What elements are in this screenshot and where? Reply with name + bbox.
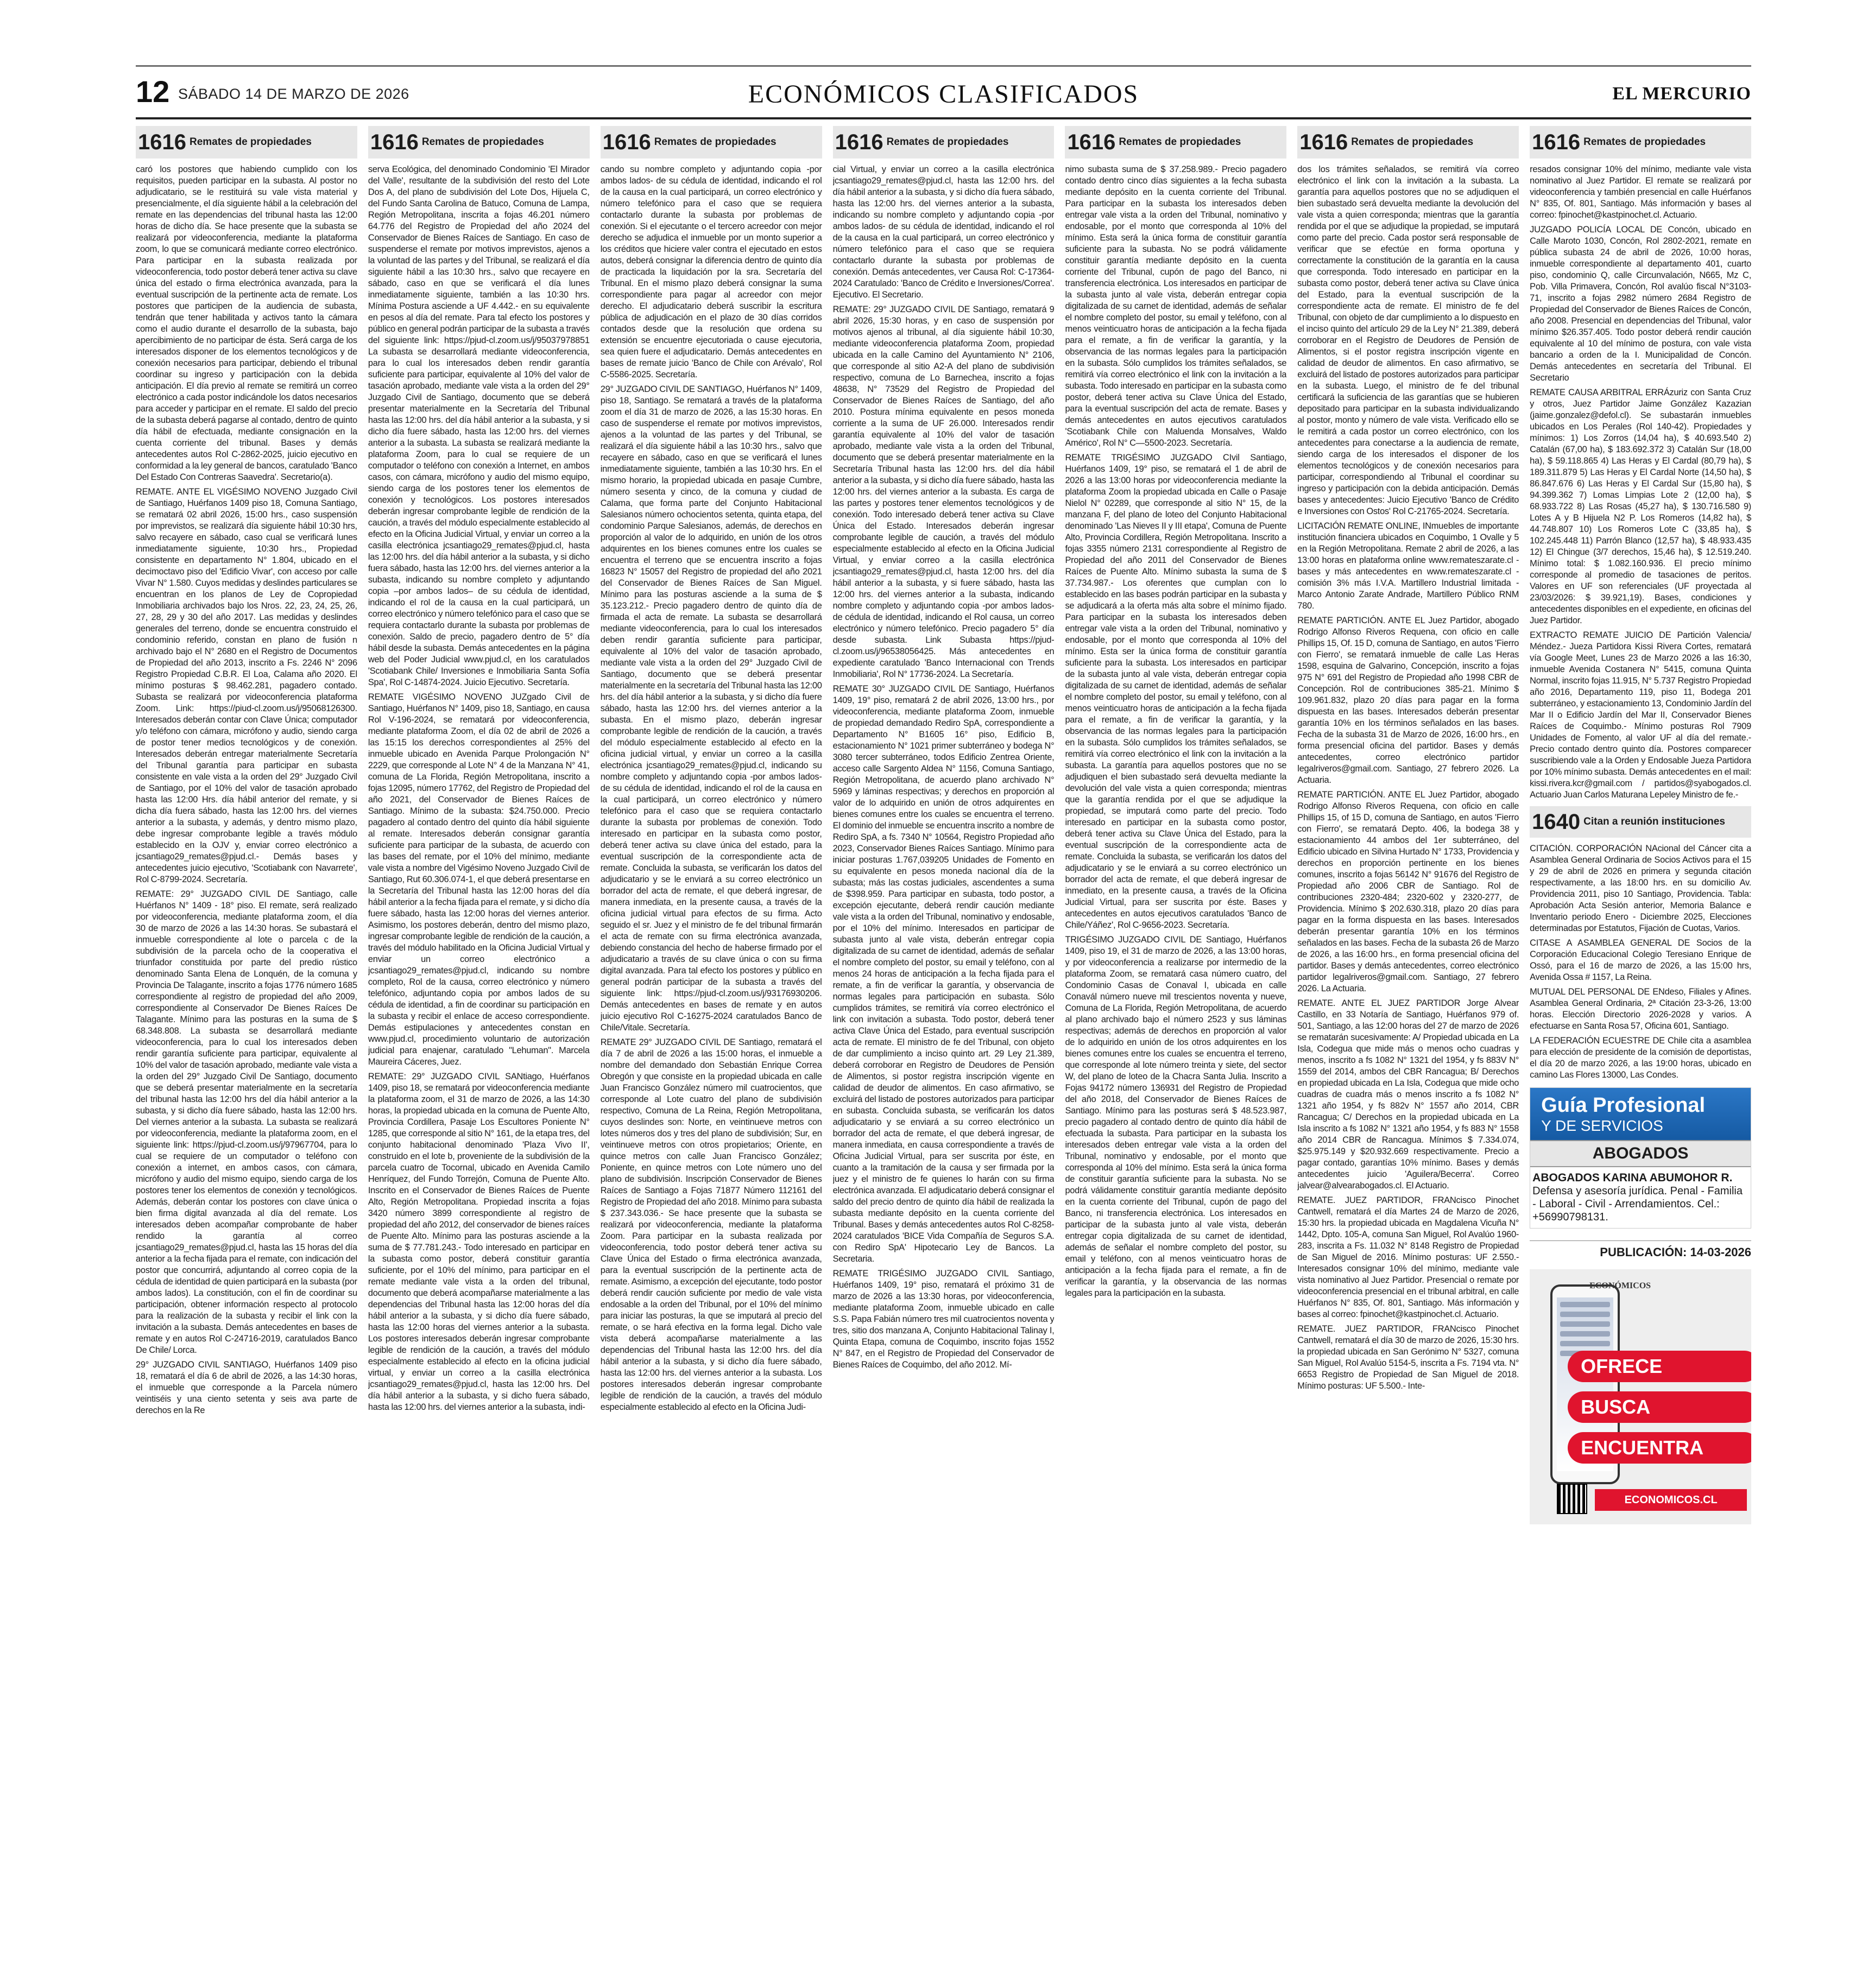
column-4: [833, 126, 1055, 1972]
notice: cando su nombre completo y adjuntando copia -por ambos lados- de su cédula de identidad, indicando el rol de la causa en la cual participará, un correo electrónico y número telefónico para el caso que se requiera contactarlo durante la subasta por problemas de conexión. Si el ejecutante o el tercero acreedor con mejor derecho se adjudica el inmueble por un monto superior a los créditos que hiciere valer contra el ejecutado en estos autos, deberá consignar la diferencia dentro de quinto día de practicada la liquidación por la sra. Secretaría del Tribunal. En el mismo plazo deberá consignar la suma correspondiente para pagar al acreedor con mejor derecho. El adjudicatario deberá suscribir la escritura pública de adjudicación en el plazo de 30 días corridos contados desde que la resolución que ordena su extensión se encuentre ejecutoriada o cause ejecutoria, sea quien fuere el adjudicatario. Demás antecedentes en bases de remate juicio 'Banco de Chile con Arévalo', Rol C-5586-2025. Secretaría.: [600, 164, 822, 379]
category-title: Remates de propiedades: [886, 136, 1009, 148]
column-2: [368, 126, 590, 1972]
guia-category: ABOGADOS: [1530, 1140, 1751, 1167]
column-text: [1065, 164, 1286, 1299]
notice: REMATE. JUEZ PARTIDOR, FRANcisco Pinochet Cantwell, rematará el día 30 de marzo de 2026, 15:30 hrs. la propiedad ubicada en San Gerónimo N° 5327, comuna San Miguel, Rol Avalúo 5154-5, inscrita a Fs. 7194 vta. N° 6653 Registro de Propiedad de San Miguel de 2018. Mínimo posturas: UF 5.500.- Inte-: [1297, 1324, 1519, 1391]
column-7: [1530, 126, 1751, 1972]
newspaper-page: [136, 65, 1751, 1976]
notice: nimo subasta suma de $ 37.258.989.- Precio pagadero contado dentro cinco días siguientes a la fecha subasta mediante depósito en la cuenta corriente del Tribunal. Para participar en la subasta los interesados deben entregar vale vista a la orden del Tribunal, nominativo y endosable, por el monto que corresponda al 10% del mínimo. Esta será la única forma de constituir garantía suficiente para la subasta. No se podrá válidamente constituir garantía mediante depósito en la cuenta corriente del Tribunal, cupón de pago del Banco, ni transferencia electrónica. Los interesados en participar de la subasta junto al vale vista, deberán entregar copia digitalizada de su carnet de identidad, además de señalar el nombre completo del postor, su email y teléfono, con al menos veinticuatro horas de anticipación a la fecha fijada para el remate, a fin de verificar la garantía, y la observancia de las normas legales para la participación en la subasta. Sólo cumplidos los trámites señalados, se remitirá vía correo electrónico el link con la invitación a la subasta. Todo interesado en participar en la subasta como postor, deberá tener activa su Clave Única del Estado, para la eventual suscripción del acta de remate. Bases y demás antecedentes en autos ejecutivos caratulados 'Scotiabank Chile con Maluenda Monsalves, Waldo Américo', Rol N° C—5500-2023. Secretaría.: [1065, 164, 1287, 448]
notice: REMATE TRIGÉSIMO JUZGADO CIVIL Santiago, Huérfanos 1409, 19° piso, rematará el próximo 31 de marzo de 2026 a las 13:30 horas, por videoconferencia, mediante plataforma Zoom, inmueble ubicado en calle S.S. Papa Fabián número tres mil cuatrocientos noventa y tres, sitio dos manzana A, Conjunto Habitacional Talinay I, Quinta Etapa, comuna de Coquimbo, inscrito fojas 1552 N° 847, en el Registro de Propiedad del Conservador de Bienes Raíces de Coquimbo, del año 2012. Mí-: [832, 1269, 1055, 1370]
category-title: Citan a reunión instituciones: [1583, 816, 1725, 828]
column-header: [136, 126, 357, 159]
notice: 29° JUZGADO CIVIL SANTIAGO, Huérfanos 1409 piso 18, rematará el día 6 de abril de 2026, a las 14:30 horas, el inmueble que corresponde a la Parcela número veintiséis y una ciento setenta y seis ava parte de derechos en la Re: [136, 1360, 357, 1415]
column-header: [368, 126, 590, 159]
economicos-ad: [1530, 1269, 1751, 1524]
category-title: Remates de propiedades: [654, 136, 777, 148]
notice: JUZGADO POLICÍA LOCAL DE Concón, ubicado en Calle Maroto 1030, Concón, Rol 2802-2021, remate en pública subasta 24 de abril de 2026, 10:00 horas, inmueble correspondiente al departamento 401, cuarto piso, condominio Q, calle Circunvalación, N665, Mz C, Pob. Villa Primavera, Concón, Rol avalúo fiscal N°3103-71, inscrito a fojas 2982 número 2684 Registro de Propiedad del Conservador de Bienes Raíces de Concón, año 2008. Presencial en dependencias del Tribunal, valor mínimo $26.357.405. Todo postor deberá rendir caución equivalente al 10 del mínimo de postura, con vale vista bancario a orden de la I. Municipalidad de Concón. Demás antecedentes en secretaría del Tribunal. El Secretario: [1530, 225, 1752, 383]
category-code: 1616: [370, 130, 419, 154]
notice: REMATE PARTICIÓN. ANTE EL Juez Partidor, abogado Rodrigo Alfonso Riveros Requena, con oficio en calle Phillips 15, Of. 15 D, comuna de Santiago, en autos 'Fierro con Fierro', se rematará inmueble de calle Las Heras 1598, esquina de Galvarino, Concepción, inscrito a fojas 975 N° 691 del Registro de Propiedad año 1998 CBR de Concepción. Rol de contribuciones 385-21. Mínimo $ 109.961.832, plazo 20 días para pagar en la forma dispuesta en las bases. Interesados deberán presentar garantía 10% en los términos señalados en las bases. Fecha de la subasta 31 de Marzo de 2026, 16:00 hrs., en forma presencial oficina del partidor. Bases y demás antecedentes, correo electrónico partidor legalriveros@gmail.com. Santiago, 27 febrero 2026. La Actuaria.: [1297, 616, 1519, 785]
guia-subtitle: Y DE SERVICIOS: [1541, 1117, 1663, 1134]
category-title: Remates de propiedades: [1583, 136, 1706, 148]
column-text: [1530, 164, 1751, 801]
notice: REMATE: 29° JUZGADO CIVIL DE Santiago, rematará 9 abril 2026, 15:30 horas, y en caso de suspensión por motivos ajenos al tribunal, al día siguiente hábil 10:30, mediante videoconferencia plataforma Zoom, propiedad ubicada en la calle Camino del Ayuntamiento N° 2106, que corresponde al sitio A2-A del plano de subdivisión respectivo, comuna de Lo Barnechea, inscrito a fojas 48638, N° 73529 del Registro de Propiedad del Conservador de Bienes Raíces de Santiago, del año 2010. Postura mínima equivalente en pesos moneda corriente a la suma de UF 26.000. Interesados rendir garantía equivalente al 10% del valor de tasación aprobado, mediante vale vista a la orden del Tribunal, documento que se deberá presentar materialmente en la Secretaría Tribunal hasta las 12:00 hrs. del día hábil anterior a la subasta, y si dicho día fuere sábado, hasta las 12:00 hrs. del viernes anterior a la subasta. Es carga de las partes y postores tener elementos tecnológicos y de conexión. Todo interesado deberá tener activa su Clave Única del Estado. Interesados deberán ingresar comprobante legible de caución, a través del módulo especialmente establecido al efecto en la Oficina Judicial Virtual, y enviar correo a la casilla electrónica jcsantiago29_remates@pjud.cl, hasta 12:00 hrs. del día hábil anterior a la subasta, y si fuere sábado, hasta las 12:00 hrs. del viernes anterior a la subasta, indicando nombre completo y adjuntando copia -por ambos lados- de cédula de identidad, indicando el Rol causa, un correo electrónico y número telefónico. Precio pagadero 5° día desde subasta. Link Subasta https://pjud-cl.zoom.us/j/96538056425. Más antecedentes en expediente caratulado 'Banco Internacional con Trends Inmobiliaria', Rol N° 17736-2024. La Secretaría.: [832, 305, 1055, 679]
column-text-1640: [1530, 843, 1751, 1081]
notice: REMATE PARTICIÓN. ANTE EL Juez Partidor, abogado Rodrigo Alfonso Riveros Requena, con oficio en calle Phillips 15, of 15 D, comuna de Santiago, en autos 'Fierro con Fierro', se rematará Depto. 406, la bodega 38 y estacionamiento 44 ambos del 1er subterráneo, del Edificio ubicado en Silvina Hurtado N° 1733, Providencia y derechos en proporción pertinente en los bienes comunes, inscrito a fojas 56142 N° 91676 del Registro de Propiedad año 2006 CBR de Santiago. Rol de contribuciones 2320-484; 2320-602 y 2320-277, de Providencia. Mínimo $ 202.630.318, plazo 20 días para pagar en la forma dispuesta en las bases. Interesados deberán presentar garantía 10% en los términos señalados en las bases. Fecha de la subasta 26 de Marzo de 2026, a las 16:00 hrs., en forma presencial oficina del partidor. Bases y demás antecedentes, correo electrónico partidor legalriveros@gmail.com. Santiago, 27 febrero 2026. La Actuaria.: [1297, 790, 1519, 993]
category-code: 1616: [835, 130, 883, 154]
guia-banner: [1530, 1088, 1751, 1140]
category-code: 1616: [1067, 130, 1116, 154]
notice: caró los postores que habiendo cumplido con los requisitos, pueden participar en la subasta. Al postor no adjudicatario, se le restituirá su vale vista material y presencialmente, el día siguiente hábil a la celebración del remate en las dependencias del tribunal hasta las 12:00 horas de dicho día. Se hace presente que la subasta se realizará por videoconferencia, mediante la plataforma zoom, lo que se comunicará mediante correo electrónico. Para participar en la subasta realizada por videoconferencia, todo postor deberá tener activa su clave única del estado o firma electrónica avanzada, para la eventual suscripción de la pertinente acta de remate. Los postores que participen de la audiencia de subasta, tendrán que tener habilitada y activos tanto la cámara como el audio durante el desarrollo de la subasta, bajo apercibimiento de no participar de ésta. Será carga de los interesados disponer de los elementos tecnológicos y de conexión necesarios para participar, debiendo el tribunal coordinar su ingreso y participación con la debida anticipación. El día previo al remate se remitirá un correo electrónico a cada postor indicándole los datos necesarios para acceder y participar en el remate. El saldo del precio de la subasta deberá pagarse al contado, dentro de quinto día hábil de efectuada, mediante consignación en la cuenta corriente del tribunal. Bases y demás antecedentes autos Rol C-2862-2025, juicio ejecutivo en conformidad a la ley general de bancos, caratulado 'Banco Del Estado Con Contreras Saavedra'. Secretario(a).: [136, 164, 357, 482]
column-header: [601, 126, 822, 159]
qr-code-icon: [1557, 1484, 1587, 1514]
notice: CITASE A ASAMBLEA GENERAL DE Socios de la Corporación Educacional Colegio Teresiano Enrique de Ossó, para el 16 de marzo de 2026, a las 15:00 hrs, Avenida Ossa # 1157, La Reina.: [1530, 938, 1752, 982]
guia-profesional-ad: [1530, 1087, 1751, 1229]
guia-description: Defensa y asesoría jurídica. Penal - Familia - Laboral - Civil - Arrendamientos. Cel.: +56990798131.: [1532, 1185, 1743, 1223]
eco-pill-busca: BUSCA: [1568, 1391, 1751, 1423]
column-text: [136, 164, 357, 1416]
guia-listing: [1530, 1167, 1751, 1228]
notice: MUTUAL DEL PERSONAL DE ENdeso, Filiales y Afines. Asamblea General Ordinaria, 2ª Citación 23-3-26, 13:00 horas. Elección Directorio 2026-2028 y varios. A efectuarse en Santa Rosa 57, Oficina 601, Santiago.: [1530, 987, 1752, 1031]
section-1640-header: [1530, 806, 1751, 838]
columns: [136, 126, 1751, 1972]
notice: cial Virtual, y enviar un correo a la casilla electrónica jcsantiago29_remates@pjud.cl, hasta las 12:00 hrs. del día hábil anterior a la subasta, y si dicho día fuera sábado, hasta las 12:00 hrs. del viernes anterior a la subasta, indicando su nombre completo y adjuntando copia -por ambos lados- de su cédula de identidad, indicando el rol de la causa en la cual participará, un correo electrónico y número telefónico para el caso que se requiera contactarlo durante la subasta por problemas de conexión. Demás antecedentes, ver Causa Rol: C-17364-2024 Caratulado: 'Banco de Crédito e Inversiones/Correa'. Ejecutivo. El Secretario.: [832, 164, 1055, 300]
header-rule: [136, 117, 1751, 119]
column-text: [601, 164, 822, 1413]
column-3: [601, 126, 822, 1972]
category-code: 1616: [1532, 130, 1581, 154]
column-6: [1297, 126, 1519, 1972]
notice: REMATE 29° JUZGADO CIVIL DE Santiago, rematará el día 7 de abril de 2026 a las 15:00 horas, el inmueble a nombre del demandado don Sebastián Enrique Correa Obregón y que consiste en la propiedad ubicada en calle Juan Francisco González número mil cuatrocientos, que corresponde al Lote cuatro del plano de subdivisión respectivo, Comuna de La Reina, Región Metropolitana, cuyos deslindes son: Norte, en veintinueve metros con lotes números dos y tres del plano de subdivisión; Sur, en veintinueve metros con otros propietarios; Oriente, en quince metros con calle Juan Francisco González; Poniente, en quince metros con Lote número uno del plano de subdivisión. Inscripción Conservador de Bienes Raíces de Santiago a Fojas 71877 Número 112161 del Registro de Propiedad del año 2018. Mínimo para subasta $ 237.343.036.- Se hace presente que la subasta se realizará por videoconferencia, mediante la plataforma Zoom. Para participar en la subasta realizada por videoconferencia, todo postor deberá tener activa su Clave Única del Estado o firma electrónica avanzada, para la eventual suscripción de la pertinente acta de remate. Asimismo, a excepción del ejecutante, todo postor deberá rendir caución suficiente por medio de vale vista endosable a la orden del Tribunal, por el 10% del mínimo para iniciar las posturas, la que se imputará al precio del remate, o se hará efectiva en la forma legal. Dicho vale vista deberá acompañarse materialmente a las dependencias del Tribunal hasta las 12:00 hrs. del día hábil anterior a la subasta, y si dicho día fuere sábado, hasta las 12:00 hrs. del viernes anterior a la subasta. Los postores interesados deberán ingresar comprobante legible de rendición de la caución, a través del módulo especialmente establecido al efecto en la Oficina Judi-: [600, 1037, 822, 1412]
notice: TRIGÉSIMO JUZGADO CIVIL DE Santiago, Huérfanos 1409, piso 19, el 31 de marzo de 2026, a las 13:00 horas, y por videoconferencia a realizarse por intermedio de la plataforma Zoom, se rematará casa número cuatro, del Condominio Casas de Conaval I, ubicada en calle Conavál número nueve mil trescientos noventa y nueve, Comuna de La Florida, Región Metropolitana, de acuerdo al plano archivado bajo el número 2523 y sus láminas respectivas; además de derechos en proporción al valor de lo adquirido en unión de los otros adquirentes en los bienes comunes entre los cuales se encuentra el terreno, que corresponde al lote número treinta y siete, del sector W, del plano de loteo de la Chacra Santa Julia. Inscrito a Fojas 94172 número 136931 del Registro de Propiedad del año 2018, del Conservador de Bienes Raíces de Santiago. Mínimo para las posturas será $ 48.523.987, precio pagadero al contado dentro de quinto día hábil de efectuada la subasta. Para participar en la subasta los interesados deben entregar vale vista a la orden del Tribunal, nominativo y endosable, por el monto que corresponda al 10% del mínimo. Esta será la única forma de constituir garantía suficiente para la subasta. No se podrá válidamente constituir garantía mediante depósito en la cuenta corriente del Tribunal, cupón de pago del Banco, ni transferencia electrónica. Los interesados en participar de la subasta junto al vale vista, deberán entregar copia digitalizada de su carnet de identidad, además de señalar el nombre completo del postor, su email y teléfono, con al menos veinticuatro horas de anticipación a la fecha fijada para el remate, a fin de verificar la garantía, y la observancia de las normas legales para la participación en la subasta.: [1065, 935, 1287, 1298]
notice: dos los trámites señalados, se remitirá vía correo electrónico el link con la invitación a la subasta. La garantía para aquellos postores que no se adjudiquen el bien subastado será devuelta mediante la devolución del vale vista a quien corresponda; mientras que la garantía rendida por el que se adjudique la propiedad, se imputará como parte del precio. Cada postor será responsable de verificar que se efectúe en forma oportuna y correctamente la constitución de la garantía en la causa que corresponda. Todo interesado en participar en la subasta como postor, deberá tener activa su Clave única del Estado, para la eventual suscripción de la correspondiente acta de remate. El ministro de fe del Tribunal, con objeto de dar cumplimiento a lo dispuesto en el inciso quinto del artículo 29 de la Ley N° 21.389, deberá corroborar en el Registro de Deudores de Pensión de Alimentos, si el postor registra inscripción vigente en calidad de deudor de alimentos. En caso afirmativo, se excluirá del listado de postores autorizados para participar en la subasta. Luego, el ministro de fe del tribunal certificará la suficiencia de las garantías que se hubieren depositado para participar en la subasta individualizando al postor, monto y número de vale vista. Verificado ello se le remitirá a cada postor un correo electrónico, con los antecedentes para conectarse a la audiencia de remate, siendo carga de los interesados el disponer de los elementos tecnológicos y de conexión necesarios para participar, correspondiendo al Tribunal el coordinar su ingreso y participación con la debida anticipación. Demás bases y antecedentes: Juicio Ejecutivo 'Banco de Crédito e Inversiones con Ostos' Rol C-21765-2024. Secretaría.: [1297, 164, 1519, 516]
category-title: Remates de propiedades: [421, 136, 544, 148]
category-title: Remates de propiedades: [1351, 136, 1474, 148]
column-header: [833, 126, 1055, 159]
notice: REMATE CAUSA ARBITRAL ERRÁzuriz con Santa Cruz y otros, Juez Partidor Jaime González Kazazian (jaime.gonzalez@defol.cl). Se subastarán inmuebles ubicados en Los Perales (Rol 140-42). Propiedades y mínimos: 1) Los Zorros (14,04 ha), $ 40.693.540 2) Catalán (67,00 ha), $ 183.692.372 3) Catalán Sur (18,00 ha), $ 59.118.865 4) Las Heras y El Cardal (80,79 ha), $ 189.311.879 5) Las Heras y El Cardal Norte (14,50 ha), $ 86.847.676 6) Las Heras y El Cardal Sur (15,80 ha), $ 94.399.362 7) Lomas Limpias Lote 2 (12,00 ha), $ 68.933.722 8) Las Rosas (45,27 ha), $ 130.716.580 9) Lotes A y B Hijuela N2 P. Los Romeros (14,82 ha), $ 44.748.807 10) Los Romeros Lote C (33,85 ha), $ 102.245.448 11) Parrón Blanco (12,57 ha), $ 48.933.435 12) El Chingue (3/7 derechos, 15,46 ha), $ 12.519.240. Mínimo total: $ 1.082.160.936. El precio mínimo corresponde al promedio de tasaciones de peritos. Valores en UF son referenciales (UF proyectada al 23/03/2026: $ 39.921,19). Bases, condiciones y antecedentes disponibles en el expediente, en oficinas del Juez Partidor.: [1530, 388, 1752, 625]
notice: resados consignar 10% del mínimo, mediante vale vista nominativo al Juez Partidor. El remate se realizará por videoconferencia y también presencial en calle Huérfanos N° 835, Of. 801, Santiago. Más información y bases al correo: fpinochet@kastpinochet.cl. Actuario.: [1530, 164, 1752, 220]
notice: REMATE VIGÉSIMO NOVENO JUZgado Civil de Santiago, Huérfanos N° 1409, piso 18, Santiago, en causa Rol V-196-2024, se rematará por videoconferencia, mediante plataforma Zoom, el día 02 de abril de 2026 a las 15:15 los derechos correspondientes al 25% del inmueble ubicado en Avenida Parque Prolongación N° 2229, que corresponde al Lote N° 4 de la Manzana N° 41, comuna de La Florida, Región Metropolitana, inscrito a fojas 12095, número 17762, del Registro de Propiedad del año 2021, del Conservador de Bienes Raíces de Santiago. Mínimo de la subasta: $24.750.000. Precio pagadero al contado dentro del quinto día hábil siguiente al remate. Interesados deberán consignar garantía suficiente para participar de la subasta, de acuerdo con las bases del remate, por el 10% del mínimo, mediante vale vista a nombre del Vigésimo Noveno Juzgado Civil de Santiago, Rut 60.306.074-1, el que deberá presentarse en la Secretaría del Tribunal hasta las 12:00 horas del día hábil anterior a la fecha fijada para el remate, y si dicho día fuere sábado, hasta las 12:00 horas del viernes anterior. Asimismo, los postores deberán, dentro del mismo plazo, ingresar comprobante legible de rendición de la caución, a través del módulo habilitado en la Oficina Judicial Virtual y enviar un correo electrónico a jcsantiago29_remates@pjud.cl, indicando su nombre completo, Rol de la causa, correo electrónico y número telefónico, adjuntando copia por ambos lados de su cédula de identidad, a fin de coordinar su participación en la subasta y recibir el enlace de acceso correspondiente. Demás estipulaciones y antecedentes constan en www.pjud.cl, procedimiento voluntario de autorización judicial para enajenar, caratulado "Lehuman". Marcela Maureira Cáceres, Juez.: [368, 692, 590, 1067]
notice: REMATE. ANTE EL VIGÉSIMO NOVENO Juzgado Civil de Santiago, Huérfanos 1409 piso 18, Comuna Santiago, se rematará 02 abril 2026, 15:00 hrs., caso suspensión por imprevistos, se realizará día siguiente hábil 10:30 hrs, salvo recayere en sábado, caso cual se verificará lunes inmediatamente siguiente, 10:30 hrs., Propiedad consistente en departamento N° 1.804, ubicado en el decimoctavo piso del 'Edificio Vivar', con acceso por calle Vivar N° 1.580. Cuyos medidas y deslindes particulares se encuentran en los planos de Ley de Copropiedad Inmobiliaria archivados bajo los Nros. 22, 23, 24, 25, 26, 27, 28, 29 y 30 del año 2017. Las medidas y deslindes generales del terreno, donde se encuentra construido el condominio referido, constan en plano de fusión n archivado bajo el N° 2680 en el Registro de Documentos de Propiedad del año 2013, inscrito a Fs. 2246 N° 2096 Registro Propiedad C.B.R. El Loa, Calama año 2020. El mínimo posturas $ 98.462.281, pagadero contado. Subasta se realizará por videoconferencia plataforma Zoom. Link: https://piud-cl.zoom.us/j/95068126300. Interesados deberán contar con Clave Única; computador y/o teléfono con cámara, micrófono y audio, siendo carga de postor tener medios tecnológicos y de conexión. Interesados deberán entregar materialmente Secretaría del Tribunal garantía para participar en subasta consistente en vale vista a la orden del 29° Juzgado Civil de Santiago, por el 10% del valor de tasación aprobado hasta las 12:00 Hrs. día hábil anterior del remate, y si dicha día fuera sábado, hasta las 12:00 hrs. del viernes anterior a la subasta, y además, y dentro mismo plazo, debe ingresar comprobante legible a través módulo establecido en la OJV y, enviar correo electrónico a jcsantiago29_remates@pjud.cl.- Demás bases y antecedentes juicio ejecutivo, 'Scotiabank con Navarrete', Rol C-8799-2024. Secretaría.: [136, 487, 357, 884]
notice: REMATE TRIGÉSIMO JUZGADO CIvil Santiago, Huérfanos 1409, 19° piso, se rematará el 1 de abril de 2026 a las 13:00 horas por videoconferencia mediante la plataforma Zoom la propiedad ubicada en Calle o Pasaje Nielol N° 02289, que corresponde al sitio N° 15, de la manzana F, del plano de loteo del Conjunto Habitacional denominado 'Las Nieves II y III etapa', Comuna de Puente Alto, Provincia Cordillera, Región Metropolitana. Inscrito a fojas 3355 número 2131 correspondiente al Registro de Propiedad del año 2011 del Conservador de Bienes Raíces de Puente Alto. Mínimo subasta la suma de $ 37.734.987.- Los oferentes que cumplan con lo establecido en las bases podrán participar en la subasta y se adjudicará a la oferta más alta sobre el mínimo fijado. Para participar en la subasta los interesados deben entregar vale vista a la orden del Tribunal, nominativo y endosable, por el monto que corresponda al 10% del mínimo. Esta ser la única forma de constituir garantía suficiente para la subasta. Los interesados en participar de la subasta junto al vale vista, deberán entregar copia digitalizada de su carnet de identidad, además de señalar el nombre completo del postor, su email y teléfono, con al menos veinticuatro horas de anticipación a la fecha fijada para el remate, a fin de verificar la garantía, y la observancia de las normas legales para la participación en la subasta. Sólo cumplidos los trámites señalados, se remitirá vía correo electrónico el link con la invitación a la subasta. La garantía para aquellos postores que no se adjudiquen el bien subastado será devuelta mediante la devolución del vale vista a quien corresponda; mientras que la garantía rendida por el que se adjudique la propiedad, se imputará como parte del precio. Todo interesado en participar en la subasta como postor, deberá tener activa su Clave Única del Estado, para la eventual suscripción de la correspondiente acta de remate. Concluida la subasta, se verificarán los datos del adjudicatario y se le enviará a su correo electrónico un borrador del acta de remate, el que deberá ingresar de inmediato, en la presente causa, a través de la Oficina Judicial Virtual, para ser suscrita por éste. Bases y antecedentes en autos ejecutivos caratulados 'Banco de Chile/Yáñez', Rol C-9656-2023. Secretaría.: [1065, 453, 1287, 930]
category-code: 1616: [602, 130, 651, 154]
notice: REMATE. JUEZ PARTIDOR, FRANcisco Pinochet Cantwell, rematará el día Martes 24 de Marzo de 2026, 15:30 hrs. la propiedad ubicada en Magdalena Vicuña N° 1442, Dpto. 105-A, comuna San Miguel, Rol Avalúo 1960-283, inscrita a Fs. 11.032 N° 8148 Registro de Propiedad de San Miguel de 2016. Mínimo posturas: UF 2.550.- Interesados consignar 10% del mínimo, mediante vale vista nominativo al Juez Partidor. Presencial o remate por videoconferencia presencial en el tribunal arbitral, en calle Huérfanos N° 835, Of. 801, Santiago. Más información y bases al correo: fpinochet@kastpinochet.cl. Actuario.: [1297, 1195, 1519, 1319]
publication-date: SÁBADO 14 DE MARZO DE 2026: [178, 86, 409, 102]
notice: LA FEDERACIÓN ECUESTRE DE Chile cita a asamblea para elección de presidente de la comisión de deportistas, el día 20 de marzo 2026, a las 19:00 horas, ubicado en camino Las Flores 13000, Las Condes.: [1530, 1036, 1752, 1080]
column-header: [1065, 126, 1286, 159]
column-text: [1297, 164, 1519, 1392]
masthead: [136, 73, 1751, 112]
category-title: Remates de propiedades: [1119, 136, 1241, 148]
category-code: 1616: [138, 130, 186, 154]
section-title: ECONÓMICOS CLASIFICADOS: [748, 80, 1139, 109]
top-rule: [136, 65, 1751, 67]
category-code: 1640: [1532, 809, 1581, 834]
eco-mini-logo: ECONÓMICOS: [1589, 1281, 1651, 1290]
eco-pill-ofrece: OFRECE: [1568, 1351, 1751, 1382]
notice: REMATE. ANTE EL JUEZ PARTIDOR Jorge Alvear Castillo, en 33 Notaría de Santiago, Huérfanos 979 of. 501, Santiago, a las 12:00 horas del 27 de marzo de 2026 se rematarán sucesivamente: A/ Propiedad ubicada en La Isla, Codegua que mide más o menos ocho cuadras y menos, inscrito a fs 1082 N° 1321 del 1954, y fs 883V N° 1559 del 2014, ambos del CBR Rancagua; B/ Derechos en propiedad ubicada en La Isla, Codegua que mide ocho cuadras de cuadra más o menos inscrito a fs 1082 N° 1321 año 1954, y fs 882v N° 1557 año 2014, CBR Rancagua; C/ Derechos en la propiedad ubicada en La Isla inscrito a fs 1082 N° 1321 año 1954, y fs 883 N° 1558 año 2014 CBR de Rancagua. Mínimos $ 7.334.074, $25.975.149 y $20.932.669 respectivamente. Precio a pagar contado, garantías 10% mínimo. Bases y demás antecedentes juicio 'Aguilera/Becerra'. Correo jalvear@alvearabogados.cl. El Actuario.: [1297, 998, 1519, 1191]
notice: REMATE: 29° JUZGADO CIVIL DE Santiago, calle Huérfanos N° 1409 - 18° piso. El remate, será realizado por videoconferencia, mediante plataforma zoom, el día 30 de marzo de 2026 a las 14:30 horas. Se subastará el inmueble correspondiente al lote o parcela c de la subdivisión de la parcela ocho de la cooperativa el triunfador constituida por parte del predio rústico denominado Santa Elena de Lonquén, de la comuna y Provincia De Talagante, inscrito a fojas 1776 número 1685 correspondiente al registro de propiedad del año 2009, correspondiente al Conservador De Bienes Raíces De Talagante. Mínimo para las posturas en la suma de $ 68.348.808. La subasta se desarrollará mediante videoconferencia, para lo cual los interesados deben rendir garantía suficiente para participar, equivalente al 10% del valor de tasación aprobado, mediante vale vista a la orden del 29° Juzgado Civil De Santiago, documento que se deberá presentar materialmente en la secretaría del tribunal hasta las 12:00 hrs del día hábil anterior a la subasta, y si dicho día fuere sábado, hasta las 12:00 hrs. Del viernes anterior a la subasta. La subasta se realizará por videoconferencia, mediante la plataforma zoom, en el siguiente link: https://pjud-cl.zoom.us/j/97967704, para lo cual se requiere de un computador o teléfono con conexión a internet, en ambos casos, con cámara, micrófono y audio del mismo equipo, siendo carga de los postores tener los elementos de conexión y tecnológicos. Además, deberán contar los postores con clave única o bien firma digital avanzada al día del remate. Los interesados deben acompañar comprobante de haber rendido la garantía al correo jcsantiago29_remates@pjud.cl, hasta las 15 horas del día anterior a la fecha fijada para el remate, con indicación del postor que concurrirá, adjuntando al correo copia de la cédula de identidad de quien participará en la subasta (por ambos lados). La constitución, con el fin de coordinar su participación, obtener información respecto al protocolo para la realización de la subasta y recibir el link con la invitación a la subasta. Demás antecedentes en bases de remate y en autos Rol C-24716-2019, caratulados Banco De Chile/ Lorca.: [136, 889, 357, 1355]
notice: CITACIÓN. CORPORACIÓN NAcional del Cáncer cita a Asamblea General Ordinaria de Socios Activos para el 15 y 29 de abril de 2026 en primera y segunda citación respectivamente, a las 18:00 hrs. en su domicilio Av. Providencia 2011, piso 10 Santiago, Providencia. Tabla: Aprobación Acta Sesión anterior, Memoria Balance e Inventario periodo Enero - Diciembre 2025, Elecciones determinadas por Estatutos, Fijación de Cuotas, Varios.: [1530, 844, 1752, 933]
page-number: 12: [136, 74, 170, 109]
eco-url: ECONOMICOS.CL: [1595, 1489, 1747, 1511]
column-header: [1530, 126, 1751, 159]
column-text: [368, 164, 590, 1413]
notice: serva Ecológica, del denominado Condominio 'El Mirador del Valle', resultante de la subdivisión del resto del Lote Dos A, del plano de subdivisión del Lote Dos, Hijuela C, del Fundo Santa Carolina de Batuco, Comuna de Lampa, Región Metropolitana, inscrita a fojas 46.201 número 64.776 del Registro de Propiedad del año 2024 del Conservador de Bienes Raíces de Santiago. En caso de suspenderse el remate por motivos imprevistos, ajenos a la voluntad de las partes y del Tribunal, se realizará el día siguiente hábil a las 10:30 hrs., salvo que recayere en sábado, caso en que se verificará el día lunes inmediatamente siguiente, también a las 10:30 hrs. Mínima Postura asciende a UF 4.442.- en su equivalente en pesos al día del remate. Para tal efecto los postores y público en general podrán participar de la subasta a través del siguiente link: https://pjud-cl.zoom.us/j/95037978851 La subasta se desarrollará mediante videoconferencia, para lo cual los interesados deben rendir garantía suficiente para participar, equivalente al 10% del valor de tasación aprobado, mediante vale vista a la orden del 29° Juzgado Civil de Santiago, documento que se deberá presentar materialmente en la Secretaría del Tribunal hasta las 12:00 hrs. del día hábil anterior a la subasta, y si dicho día fuere sábado, hasta las 12:00 hrs. del viernes anterior a la subasta. La subasta se realizará mediante la plataforma Zoom, para lo cual se requiere de un computador o teléfono con conexión a Internet, en ambos casos, con cámara, micrófono y audio del mismo equipo, siendo carga de los postores tener los elementos de conexión y tecnológicos. Los postores interesados deberán ingresar comprobante legible de rendición de la caución, a través del módulo especialmente establecido al efecto en la Oficina Judicial Virtual, y enviar un correo a la casilla electrónica jcsantiago29_remates@pjud.cl, hasta las 12:00 hrs. del día hábil anterior a la subasta, y si dicho fuera sábado, hasta las 12:00 hrs. del viernes anterior a la subasta, indicando su nombre completo y adjuntando copia –por ambos lados– de su cédula de identidad, indicando el rol de la causa en la cual participará, un correo electrónico y número telefónico para el caso que se requiera contactarlo durante la subasta por problemas de conexión. Saldo de precio, pagadero dentro de 5° día hábil desde la subasta. Demás antecedentes en la página web del Poder Judicial www.pjud.cl, en los caratulados 'Scotiabank Chile/ Inversiones e Inmobiliaria Santa Sofía Spa', Rol C-14874-2024. Juicio Ejecutivo. Secretaría.: [368, 164, 590, 687]
eco-pill-encuentra: ENCUENTRA: [1568, 1432, 1751, 1464]
guia-name: ABOGADOS KARINA ABUMOHOR R.: [1532, 1172, 1733, 1184]
notice: EXTRACTO REMATE JUICIO DE Partición Valencia/ Méndez.- Jueza Partidora Kissi Rivera Cortes, rematará vía Google Meet, Lunes 23 de Marzo 2026 a las 16:30, inmueble Avenida Costanera N° 5415, comuna Quinta Normal, inscrito fojas 11.915, N° 5.737 Registro Propiedad año 2016, Departamento 119, piso 11, Bodega 201 subterráneo, y estacionamiento 13, Condominio Jardín del Mar II o Edificio Jardín del Mar II, Conservador Bienes Raíces de Coquimbo.- Mínimo posturas Rol 7909 Unidades de Fomento, al valor UF al día del remate.- Precio contado dentro quinto día. Postores comparecer suscribiendo vale a la Orden y Endosable Jueza Partidora por 10% mínimo subasta. Demás antecedentes en el mail: kissi.rivera.kcr@gmail.com / partidos@syabogados.cl. Actuario Juan Carlos Maturana Lepeley Ministro de fe.-: [1530, 630, 1752, 800]
publication-date-footer: PUBLICACIÓN: 14-03-2026: [1530, 1240, 1751, 1259]
guia-logo: Guía Profesional: [1541, 1093, 1706, 1117]
column-header: [1297, 126, 1519, 159]
notice: 29° JUZGADO CIVIL DE SANTIAGO, Huérfanos N° 1409, piso 18, Santiago. Se rematará a través de la plataforma zoom el día 31 de marzo de 2026, a las 15:30 horas. En caso de suspenderse el remate por motivos imprevistos, ajenos a la voluntad de las partes y del Tribunal, se realizará el día siguiente hábil a las 10:30 hrs., salvo que recayere en sábado, caso en que se verificará el lunes inmediatamente siguiente, también a las 10:30 hrs. En el mismo horario, la propiedad ubicada en pasaje Cumbre, número sesenta y cinco, de la comuna y ciudad de Calama, que forma parte del Conjunto Habitacional Salesianos número ochocientos setenta, quinta etapa, del condominio Parque Salesianos, además, de derechos en proporción al valor de lo adquirido, en unión de los otros adquirentes en los bienes comunes entre los cuales se encuentra el terreno que se encuentra inscrito a fojas 16823 N° 15057 del Registro de propiedad del año 2021 del Conservador de Bienes Raíces de San Miguel. Mínimo para las posturas asciende a la suma de $ 35.123.212.- Precio pagadero dentro de quinto día de firmada el acta de remate. La subasta se desarrollará mediante videoconferencia, para lo cual los interesados deben rendir garantía suficiente para participar, equivalente al 10% del valor de tasación aprobado, mediante vale vista a la orden del 29° Juzgado Civil de Santiago, documento que se deberá presentar materialmente en la secretaría del Tribunal hasta las 12:00 hrs. del día hábil anterior a la subasta, y si dicho día fuere sábado, hasta las 12:00 hrs. del viernes anterior a la subasta. En el mismo plazo, deberán ingresar comprobante legible de rendición de la caución, a través del módulo especialmente establecido al efecto en la oficina judicial virtual, y enviar un correo a la casilla electrónica jcsantiago29_remates@pjud.cl, indicando su nombre completo y adjuntando copia -por ambos lados- de su cédula de identidad, indicando el rol de la causa en la cual participará, un correo electrónico y número telefónico para el caso que se requiera contactarlo durante la subasta por problemas de conexión. Todo interesado en participar en la subasta como postor, deberá tener activa su clave única del estado, para la eventual suscripción de la correspondiente acta de remate. Concluida la subasta, se verificarán los datos del adjudicatario y se le enviará a su correo electrónico un borrador del acta de remate, el que deberá ingresar, de manera inmediata, en la presente causa, a través de la oficina judicial virtual para efectos de su firma. Acto seguido el sr. Juez y el ministro de fe del tribunal firmarán el acta de remate con su firma electrónica avanzada, debiendo constancia del hecho de haberse firmado por el adjudicatario a través de su clave única o con su firma digital avanzada. Para tal efecto los postores y público en general podrán participar de la subasta a través del siguiente link: https://pjud-cl.zoom.us/j/93176930206. Demás antecedentes en bases de remate y en autos juicio ejecutivo Rol C-16275-2024 caratulados Banco de Chile/Vitale. Secretaría.: [600, 384, 822, 1033]
newspaper-brand: EL MERCURIO: [1612, 84, 1751, 104]
category-code: 1616: [1299, 130, 1348, 154]
notice: REMATE: 29° JUZGADO CIVIL SANtiago, Huérfanos 1409, piso 18, se rematará por videoconferencia mediante la plataforma zoom, el 31 de marzo de 2026, a las 14:30 horas, la propiedad ubicada en la comuna de Puente Alto, Provincia Cordillera, Pasaje Los Escultores Poniente N° 1285, que corresponde al sitio N° 161, de la etapa tres, del conjunto habitacional denominado 'Plaza Vivo II', construido en el lote b, proveniente de la subdivisión de la parcela cuatro de Tocornal, ubicado en Avenida Camilo Henríquez, del Fundo Torrejón, Comuna de Puente Alto. Inscrito en el Conservador de Bienes Raíces de Puente Alto, Región Metropolitana. Propiedad inscrita a fojas 3420 número 3899 correspondiente al registro de propiedad del año 2012, del conservador de bienes raíces de Puente Alto. Mínimo para las posturas asciende a la suma de $ 77.781.243.- Todo interesado en participar en la subasta como postor, deberá constituir garantía suficiente, por el 10% del mínimo, para participar en el remate mediante vale vista a la orden del tribunal, documento que deberá acompañarse materialmente a las dependencias del Tribunal hasta las 12:00 horas del día hábil anterior a la subasta, y si dicho día fuere sábado, hasta las 12:00 horas del viernes anterior a la subasta. Los postores interesados deberán ingresar comprobante legible de rendición de la caución, a través del módulo especialmente establecido al efecto en la oficina judicial virtual, y enviar un correo a la casilla electrónica jcsantiago29_remates@pjud.cl, hasta las 12:00 hrs. Del día hábil anterior a la subasta, y si dicho fuera sábado, hasta las 12:00 hrs. del viernes anterior a la subasta, indi-: [368, 1072, 590, 1412]
column-5: [1065, 126, 1286, 1972]
category-title: Remates de propiedades: [189, 136, 312, 148]
notice: REMATE 30° JUZGADO CIVIL DE Santiago, Huérfanos 1409, 19° piso, rematará 2 de abril 2026, 13:00 hrs., por videoconferencia, mediante plataforma Zoom, inmueble de propiedad demandado Rediro SpA, correspondiente a Departamento N° B1605 16° piso, Edificio B, estacionamiento N° 1021 primer subterráneo y bodega N° 3080 tercer subterráneo, todos Edificio Zentrea Oriente, acceso calle Sargento Aldea N° 1156, Comuna Santiago, Región Metropolitana, de acuerdo plano archivado N° 5969 y láminas respectivas; y derechos en proporción al valor de lo adquirido en unión de otros adquirentes en bienes comunes entre los cuales se encuentra el terreno. El dominio del inmueble se encuentra inscrito a nombre de Rediro SpA, a fs. 7340 N° 10564, Registro Propiedad año 2023, Conservador Bienes Raíces Santiago. Mínimo para iniciar posturas 1.767,039205 Unidades de Fomento en su equivalente en pesos moneda nacional día de la subasta; más las costas judiciales, ascendentes a suma de $398.959. Para participar en subasta, todo postor, a excepción ejecutante, deberá rendir caución mediante vale vista a la orden del Tribunal, nominativo y endosable, por el 10% del mínimo. Interesados en participar de subasta junto al vale vista, deberán entregar copia digitalizada de su carnet de identidad, además de señalar el nombre completo del postor, su email y teléfono, con al menos 24 horas de anticipación a la fecha fijada para el remate, a fin de verificar la garantía, y observancia de normas legales para participación en subasta. Sólo cumplidos trámites, se remitirá vía correo electrónico el link con invitación a subasta. Todo postor, deberá tener activa Clave Única del Estado, para eventual suscripción acta de remate. El ministro de fe del Tribunal, con objeto de dar cumplimiento a inciso quinto art. 29 Ley 21.389, deberá corroborar en Registro de Deudores de Pensión de Alimentos, si postor registra inscripción vigente en calidad de deudor de alimentos. En caso afirmativo, se excluirá del listado de postores autorizados para participar en subasta. Concluida subasta, se verificarán los datos adjudicatario y se enviará a su correo electrónico un borrador del acta de remate, el que deberá ingresar, de manera inmediata, en causa correspondiente a través de Oficina Judicial Virtual, para ser suscrita por éste, en cuanto a la tramitación de la causa y ser firmada por la juez y el ministro de fe quienes lo harán con su firma electrónica avanzada. El adjudicatario deberá consignar el saldo del precio dentro de quinto día hábil de realizada la subasta mediante depósito en la cuenta corriente del Tribunal. Bases y demás antecedentes autos Rol C-8258-2024 caratulados 'BICE Vida Compañía de Seguros S.A. con Rediro SpA' Hipotecario Ley de Bancos. La Secretaria.: [832, 684, 1055, 1264]
column-1: [136, 126, 357, 1972]
notice: LICITACIÓN REMATE ONLINE, INmuebles de importante institución financiera ubicados en Coquimbo, 1 Ovalle y 5 en la Región Metropolitana. Remate 2 abril de 2026, a las 13:00 horas en plataforma online www.remateszarate.cl - bases y más antecedentes en www.remateszarate.cl - comisión 3% más I.V.A. Martillero Industrial limitada - Marco Antonio Zarate Andrade, Martillero Público RNM 780.: [1297, 521, 1519, 611]
column-text: [833, 164, 1055, 1371]
